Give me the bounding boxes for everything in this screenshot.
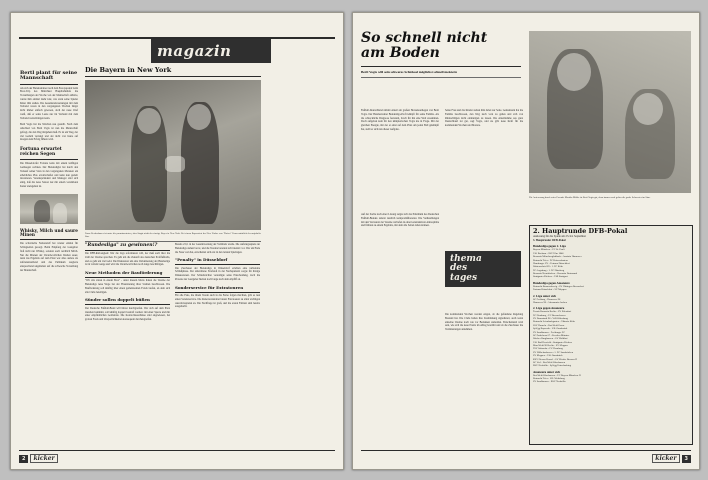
dfb-match: VfL Bad Hersfeld - Stuttgarter Kickers bbox=[533, 340, 572, 344]
dfb-match: SV Meppen - VfL Osnabrück bbox=[533, 354, 563, 358]
dfb-match: KSV Hessen Kassel - SV Werder Bremen II bbox=[533, 357, 578, 361]
dfb-group-4-list bbox=[530, 374, 692, 384]
dfb-match: Rot-Weiß Oberhausen - FC Bayern München II bbox=[533, 373, 581, 377]
dfb-match: FC Homburg - FC Bremerhaven bbox=[533, 313, 566, 317]
dfb-match: Eintracht Trier - FC Kaiserslautern bbox=[533, 258, 568, 262]
divider bbox=[20, 239, 78, 240]
article-body-baufoerderung: "Wir alle sitzen in einem Boot" - unter diesem Motto haben die Vereine der Bundesliga neue Wege bei der Finanzierung ihrer Stadien beschlossen. Die Bauförderung soll künftig über einen gemeinsamen Fonds laufen, an dem sich alle Clubs beteiligen. bbox=[85, 279, 170, 294]
dfb-group-2-list bbox=[530, 298, 692, 305]
dfb-match: Tennis Borussia Berlin - SV Eilendorf bbox=[533, 310, 572, 314]
divider bbox=[85, 250, 170, 251]
divider bbox=[361, 77, 521, 78]
dfb-group-3-name: 2. Liga gegen Amateure bbox=[533, 306, 565, 311]
article-body-bertl-plant: Als sich der Bundestrainer nach dem Europapokal beim Boot-Trip des Münchner Hauptbahnhofs die Vorstellungen der Woche von der Mannschaft anhörte, wurde ihm einmal mehr klar, wie stark seine Spieler hinter ihm stehen. Die Auseinandersetzungen mit dem Verband waren in den vergangenen Wochen längst nicht immer einfach gewesen, doch der neue Chef weiß, daß er seine Leute nur im Verbund mit dem Verband weiterbringen kann. bbox=[20, 86, 78, 120]
dfb-match: Borussia Neunkirchen - Borussia Dortmund bbox=[533, 272, 578, 276]
dfb-match: SC Paderborn 07 - Preußen Münster bbox=[533, 333, 570, 337]
divider bbox=[175, 264, 260, 265]
photo-face-right bbox=[187, 104, 211, 130]
folio-left bbox=[19, 454, 58, 463]
left-page bbox=[10, 12, 344, 470]
article-body-fortuna: Die Düsseldorfer Fortuna kann mit einem kräftigen Geldsegen rechnen. Der Bundesligist hat durch den Verkauf seiner Stars in den vergangenen Monaten ein erhebliches Plus erwirtschaftet und kann nun gezielt investieren. Vereinspräsident und Manager sind sich einig, daß die neue Saison nur mit einem verstärkten Kader anzugehen ist. bbox=[20, 162, 78, 188]
article-body-rundesliga: Die DFB-Ratlosigkeit: Wer die Liga reformieren will, der muß auch über die Zahl der Vereine sprechen. Es geht um die Zukunft des deutschen Profifußballs, und es geht um viel Geld. Die Diskussion um eine Verkleinerung der Bundesliga ist in vollem Gange und wird die Verantwortlichen noch lange beschäftigen. bbox=[85, 252, 170, 267]
folio-right bbox=[652, 454, 691, 463]
dfb-group-2-name: 2. Liga unter sich bbox=[533, 293, 556, 298]
article-headline-bertl-plant: Bertl plant für seine Mannschaft bbox=[20, 70, 78, 82]
dfb-match: Borussia Mönchengladbach - Arminia Hannover bbox=[533, 255, 582, 259]
dfb-group-1-name: Bundesliga gegen Amateure bbox=[533, 280, 570, 285]
divider bbox=[85, 241, 261, 242]
photo-face-left bbox=[137, 108, 161, 134]
article-headline-whisky: Whisky, Milch und saure Minen bbox=[20, 227, 78, 237]
right-headline-block bbox=[361, 31, 521, 81]
dfb-match: Bayern München - FC St. Pauli bbox=[533, 248, 565, 252]
dfb-pokal-note: 3. Hauptrunde: DFB-Pokal bbox=[533, 238, 566, 242]
right-body-3: Auf der Suche nach einer Lösung zeigte sich das Präsidium des Deutschen Fußball-Bundes zuletzt deutlich kompromißbereiter. Die Verhandlungen mit den Vertretern der Vereine verliefen in einer konstruktiven Atmosphäre und führten zu einem Ergebnis, mit dem alle Seiten leben können. bbox=[361, 213, 439, 228]
photo-subject bbox=[34, 200, 50, 222]
dfb-match: Wacker Burghausen - SV Waldhof bbox=[533, 337, 568, 341]
left-column-1 bbox=[20, 71, 78, 272]
page-subtitle: Bertl Vogts will sein schweres Schicksal möglichst schnell meistern bbox=[361, 69, 458, 74]
photo-face-child bbox=[633, 93, 663, 125]
photo-face-woman bbox=[557, 53, 591, 91]
thema-line-2: des bbox=[450, 263, 468, 274]
divider bbox=[20, 159, 78, 160]
dfb-pokal-box bbox=[529, 225, 693, 445]
dfb-match: Hamburger SV - Fortuna Düsseldorf bbox=[533, 261, 570, 265]
divider bbox=[175, 292, 260, 293]
dfb-match: FSV Salmrohr - FC Homburg bbox=[533, 347, 563, 351]
dfb-pokal-subtitle: Auslosung für die Spiele am 23./24. September bbox=[533, 235, 586, 239]
divider bbox=[20, 84, 78, 85]
dfb-match: Fortuna Düsseldorf - SV Meppen bbox=[533, 288, 567, 292]
article-body-bertl-plant-2: Bertl Vogts hat die Weichen neu gestellt. Nach dem Abschied von Berti Vogts ist nun die Mannschaft gefragt, die den Weg mitgehen muß. Es ist ein Weg, der viel Geduld verlangt und der nicht von heute auf morgen zum Erfolg führen wird. bbox=[20, 123, 78, 142]
article-body-col3-intro: Bereits 2:0,1 in der Gesamtwertung der Verbände wurde. Die Aufstiegsspiele zur Bundesliga stehen bevor, und die Vereine bereiten sich intensiv vor. Wer am Ende die Nase vorn hat, entscheidet sich erst in den letzten Spieltagen. bbox=[175, 243, 260, 254]
magazine-logo-left: kicker bbox=[30, 454, 57, 463]
thema-line-3: tages bbox=[450, 272, 478, 283]
dfb-group-4-name: Amateure unter sich bbox=[533, 369, 561, 374]
dfb-match: Hannover 96 - Alemannia Aachen bbox=[533, 300, 568, 304]
article-headline-sonderservice: Sonderservice für Extratouren bbox=[175, 284, 244, 290]
dfb-match: SV Wilhelmshaven - 1. FC Saarbrücken bbox=[533, 350, 574, 354]
dfb-match: SSV Hameln - Rot-Weiß Essen bbox=[533, 323, 565, 327]
magazine-logo-right: kicker bbox=[652, 454, 679, 463]
article-body-whisky: Die schottische Nationalelf hat wieder einmal für Schlagzeilen gesorgt. Beim Empfang der Gastgeber floß nicht nur Whisky, sondern auch reichlich Milch. Nur die Mienen der Verantwortlichen blieben sauer, denn das Ergebnis auf dem Platz war alles andere als zufriedenstellend und das Publikum reagierte entsprechend ungehalten auf die schwache Vorstellung der Mannschaft. bbox=[20, 242, 78, 272]
thema-des-tages-badge bbox=[445, 251, 521, 287]
right-body-4: Die kommenden Wochen werden zeigen, ob die gefundene Regelung Bestand hat. Die Clubs haben ihre Zustimmung signalisiert, auch wenn einzelne Vereine nach wie vor Bedenken anmelden. Entscheidend wird sein, wie sich die neue Praxis im Alltag bewährt und ob die Zuschauer die Veränderungen annehmen. bbox=[445, 313, 523, 331]
article-headline-penalty: "Penalty" in Düsseldorf bbox=[175, 257, 228, 263]
page-title-line-2: am Boden bbox=[361, 45, 440, 62]
article-headline-suender: Sünder sollen doppelt büßen bbox=[85, 297, 150, 303]
dfb-group-0-list bbox=[530, 248, 692, 278]
dfb-match: SV Darmstadt 98 - VfB Oldenburg bbox=[533, 317, 568, 321]
dfb-match: SC Freiburg - Hannover 96 bbox=[533, 297, 561, 301]
dfb-match: SV Sandhausen - BSV Neukölln bbox=[533, 380, 566, 384]
photo-column-1 bbox=[20, 194, 78, 224]
thema-line-1: thema bbox=[450, 254, 482, 264]
right-body-2: Seine Frau und die Kinder stehen ihm dabei zur Seite. Gemeinsam hat die Familie beschlossen, den Weg nach vorn zu gehen und sich von Rückschlägen nicht entmutigen zu lassen. Die Anteilnahme aus ganz Deutschland tut gut, sagt Vogts, und sie gibt neue Kraft für die kommenden Wochen und Monate. bbox=[445, 109, 523, 127]
magazin-masthead bbox=[151, 39, 271, 63]
photo-bayern-new-york bbox=[85, 80, 261, 230]
dfb-match: Eintracht Trier - VfL Wolfsburg bbox=[533, 377, 565, 381]
dfb-pokal-title: 2. Hauptrunde DFB-Pokal bbox=[533, 227, 628, 235]
photo-trophy bbox=[165, 156, 185, 172]
bottom-rule bbox=[19, 450, 335, 451]
photo-vogts-family bbox=[529, 31, 691, 193]
dfb-group-3-list bbox=[530, 310, 692, 367]
divider bbox=[85, 277, 170, 278]
divider bbox=[361, 66, 521, 67]
dfb-match: SV Sandhausen - Freiburger FC bbox=[533, 330, 565, 334]
photo-subject bbox=[53, 203, 67, 223]
dfb-match: Eintracht Braunschweig - SV Hittingen Bremerhof bbox=[533, 284, 584, 288]
page-number-right: 3 bbox=[682, 455, 691, 463]
divider bbox=[85, 304, 170, 305]
dfb-match: FC Augsburg - 1. FC Nürnberg bbox=[533, 268, 565, 272]
dfb-match: VfL Bochum - SSV Ulm 1846 bbox=[533, 251, 564, 255]
dfb-match: Blau-Weiß 90 Berlin - SV Meppen bbox=[533, 344, 568, 348]
article-headline-fortuna: Fortuna erwartet reichen Segen bbox=[20, 147, 62, 157]
dfb-match: SC Verl - Rot-Weiß Oberhausen bbox=[533, 360, 566, 364]
page-title-line-1: So schnell nicht bbox=[361, 30, 488, 46]
bottom-rule bbox=[361, 450, 691, 451]
article-headline-rundesliga: "Rundesliga" zu gewinnen!? bbox=[85, 243, 158, 249]
photo-caption-vogts: Die Anfeuerung durch seine Freunde Monika Müller ist Berti Vogts gut, denn immer noch gelten die große Schwester im Sinn. bbox=[529, 196, 651, 199]
dfb-match: BSV Neukölln - SpVgg Unterhaching bbox=[533, 364, 572, 368]
page-number-left: 2 bbox=[19, 455, 28, 463]
dfb-match: Stuttgarter Kickers - VfB Stuttgart bbox=[533, 275, 568, 279]
photo-caption-bayern-ny: Franz Beckenbauer ist unter die prominentesten, aber längst nicht der einzige Bayer in New York. Bei einem Bayernfest der New Yorker war "Kaiser" Franz natürlich der umjubelte Star. bbox=[85, 231, 261, 239]
article-body-penalty: Die Zuschauer der Bundesliga in Düsseldorf erlebten eine turbulente Schlußphase. Der umstrittene Strafstoß in der Nachspielzeit sorgte für hitzige Diskussionen. Der Schiedsrichter verteidigte seine Entscheidung, doch die Proteste der Gastgeber hielten noch lange nach dem Abpfiff an. bbox=[175, 266, 260, 281]
magazin-masthead-text: magazin bbox=[157, 42, 232, 60]
divider bbox=[85, 76, 261, 77]
left-column-2 bbox=[85, 67, 261, 322]
dfb-group-1-list bbox=[530, 285, 692, 292]
dfb-group-0-name: Bundesliga gegen 2. Liga bbox=[533, 244, 566, 249]
article-body-suender: Der Deutsche Fußball-Bund will härter durchgreifen. Wer sich auf dem Platz daneben benimmt, soll künftig doppelt bestraft werden: mit einer Sperre und mit einer empfindlichen Geldstrafe. Die Kontrollausschüsse sind angewiesen, bei groben Fouls und Unsportlichkeiten konsequent durchzugreifen. bbox=[85, 306, 170, 322]
dfb-match: Wattenscheid 09 - 1. FC Köln bbox=[533, 265, 563, 269]
article-body-sonderservice: Für alle Fans, die ihrem Verein auch in die Ferne folgen möchten, gibt es nun einen Sonderservice. Die Reiseveranstalter bieten Extratouren zu allen wichtigen Auswärtsspielen an. Die Nachfrage ist groß, und die ersten Fahrten sind bereits ausgebucht. bbox=[175, 294, 260, 309]
dfb-match: Eintracht Leimbachgarten - Viktoria Köln bbox=[533, 320, 575, 324]
right-body-1: Fußball-Deutschland nimmt Anteil am großen Herzensanliegen von Berti Vogts. Der Bundestrainer Bundesliga-Profi kämpft für seine Familie. Als die schreckliche Diagnose feststand, brach für ihn eine Welt zusammen. Doch aufgeben kam für den kämpferischen Vogts nie in Frage. Mit der gleichen Energie, mit der er einst auf dem Platz um jeden Ball gekämpft hat, stellt er sich nun dieser Aufgabe. bbox=[361, 109, 439, 131]
dfb-match: SpVgg Bayreuth - VfL Osnabrück bbox=[533, 327, 568, 331]
right-page bbox=[352, 12, 700, 470]
article-headline-baufoerderung: Neue Methoden der Bauförderung bbox=[85, 270, 163, 276]
article-headline-bayern-ny: Die Bayern in New York bbox=[85, 66, 172, 74]
